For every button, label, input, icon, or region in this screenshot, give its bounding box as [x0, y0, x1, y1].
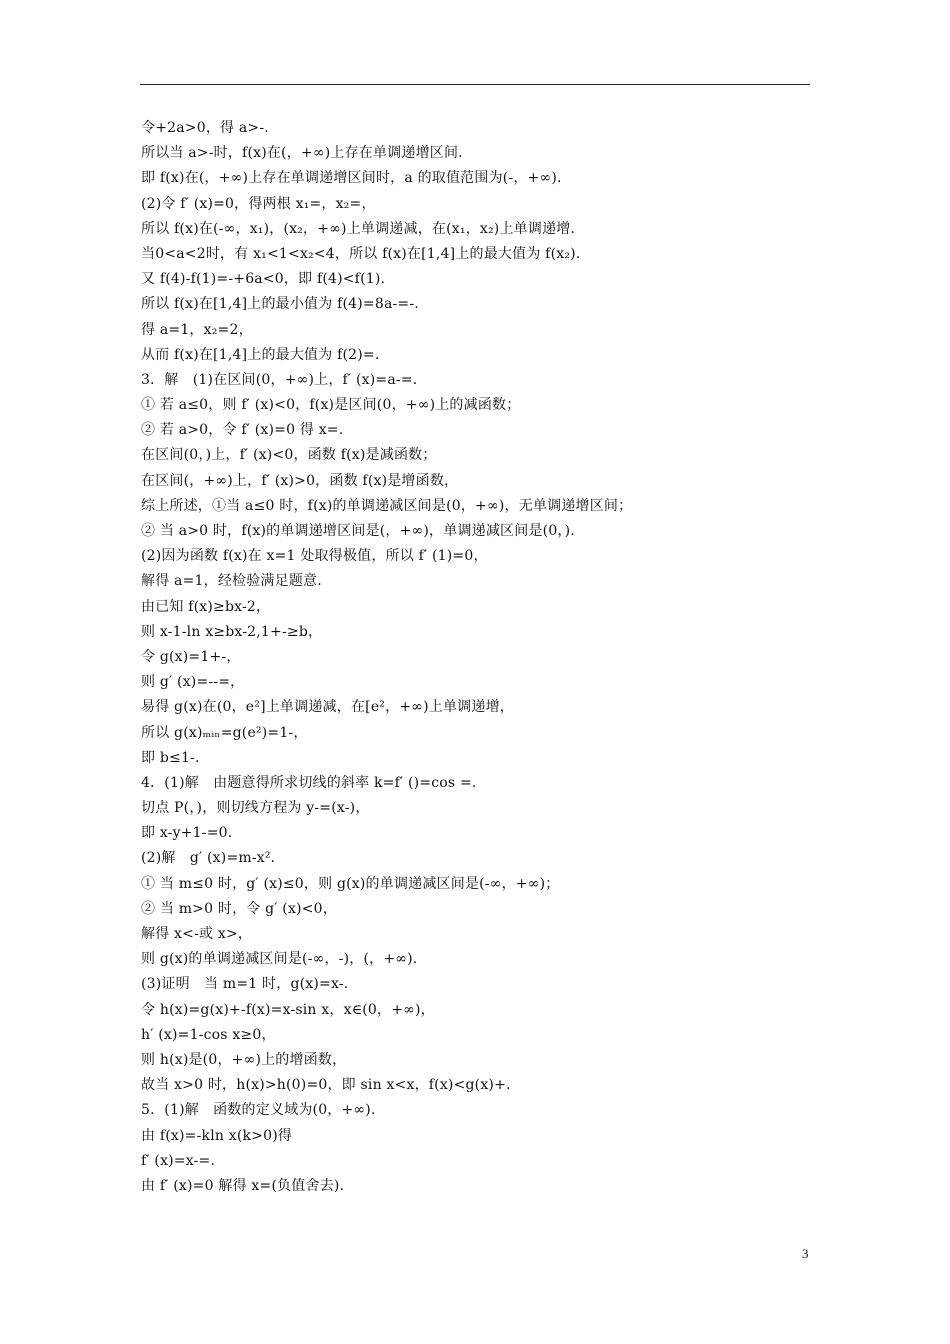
text-line: 由 f′ (x)=0 解得 x=(负值舍去).: [141, 1177, 345, 1194]
text-line: 则 x-1-ln x≥bx-2,1+-≥b，: [141, 623, 323, 640]
header-rule: [140, 84, 810, 85]
text-line: 所以 g(x)ₘᵢₙ=g(e²)=1-，: [141, 724, 308, 741]
text-line: 所以当 a>-时，f(x)在(，+∞)上存在单调递增区间.: [141, 145, 463, 162]
text-line: ② 当 m>0 时，令 g′ (x)<0，: [141, 900, 337, 917]
text-line: (2)解 g′ (x)=m-x².: [141, 850, 276, 867]
text-line: 令 h(x)=g(x)+-f(x)=x-sin x，x∈(0，+∞)，: [141, 1001, 435, 1018]
text-line: 则 g′ (x)=--=，: [141, 674, 245, 691]
text-line: 得 a=1，x₂=2，: [141, 321, 253, 338]
text-line: ① 当 m≤0 时，g′ (x)≤0，则 g(x)的单调递减区间是(-∞，+∞)；: [141, 875, 560, 892]
text-line: f′ (x)=x-=.: [141, 1152, 216, 1169]
text-line: 令 g(x)=1+-，: [141, 648, 241, 665]
text-line: 又 f(4)-f(1)=-+6a<0，即 f(4)<f(1).: [141, 271, 386, 288]
text-line: 则 g(x)的单调递减区间是(-∞，-)，(，+∞).: [141, 951, 418, 968]
text-line: h′ (x)=1-cos x≥0，: [141, 1026, 276, 1043]
text-line: 综上所述，①当 a≤0 时，f(x)的单调递减区间是(0，+∞)，无单调递增区间；: [141, 497, 633, 514]
text-line: 在区间(0，)上，f′ (x)<0，函数 f(x)是减函数；: [141, 447, 437, 464]
page-number: 3: [802, 1246, 809, 1261]
text-line: 则 h(x)是(0，+∞)上的增函数，: [141, 1051, 347, 1068]
text-line: 从而 f(x)在[1,4]上的最大值为 f(2)=.: [141, 346, 380, 363]
text-line: (2)因为函数 f(x)在 x=1 处取得极值，所以 f′ (1)=0，: [141, 548, 488, 565]
text-line: 5．(1)解 函数的定义域为(0，+∞).: [141, 1102, 376, 1119]
text-line: 即 f(x)在(，+∞)上存在单调递增区间时，a 的取值范围为(-，+∞).: [141, 170, 562, 187]
text-line: (2)令 f′ (x)=0，得两根 x₁=，x₂=，: [141, 195, 376, 212]
text-line: 3．解 (1)在区间(0，+∞)上，f′ (x)=a-=.: [141, 371, 418, 388]
document-body: [141, 116, 821, 1199]
text-line: 由 f(x)=-kln x(k>0)得: [141, 1127, 293, 1144]
text-line: ② 若 a>0，令 f′ (x)=0 得 x=.: [141, 422, 344, 439]
text-line: 即 x-y+1-=0.: [141, 825, 233, 842]
text-line: 切点 P(，)，则切线方程为 y-=(x-)，: [141, 800, 370, 817]
text-line: 解得 a=1，经检验满足题意.: [141, 573, 322, 590]
text-line: 即 b≤1-.: [141, 749, 200, 766]
text-line: 所以 f(x)在(-∞，x₁)，(x₂，+∞)上单调递减，在(x₁，x₂)上单调递增.: [141, 220, 576, 237]
text-line: ① 若 a≤0，则 f′ (x)<0，f(x)是区间(0，+∞)上的减函数；: [141, 397, 521, 414]
text-line: 所以 f(x)在[1,4]上的最小值为 f(4)=8a-=-.: [141, 296, 419, 313]
text-line: (3)证明 当 m=1 时，g(x)=x-.: [141, 976, 349, 993]
text-line: 在区间(，+∞)上，f′ (x)>0，函数 f(x)是增函数，: [141, 472, 459, 489]
text-line: 易得 g(x)在(0，e²]上单调递减，在[e²，+∞)上单调递增，: [141, 699, 514, 716]
text-line: 当0<a<2时，有 x₁<1<x₂<4，所以 f(x)在[1,4]上的最大值为 f(x₂).: [141, 245, 581, 262]
text-line: 由已知 f(x)≥bx-2，: [141, 598, 271, 615]
text-line: ② 当 a>0 时，f(x)的单调递增区间是(，+∞)，单调递减区间是(0，).: [141, 523, 575, 539]
text-line: 解得 x<-或 x>，: [141, 926, 253, 942]
text-line: 故当 x>0 时，h(x)>h(0)=0，即 sin x<x，f(x)<g(x)+.: [141, 1077, 511, 1094]
text-line: 令+2a>0，得 a>-.: [141, 120, 269, 136]
text-line: 4．(1)解 由题意得所求切线的斜率 k=f′ ()=cos =.: [141, 774, 477, 791]
